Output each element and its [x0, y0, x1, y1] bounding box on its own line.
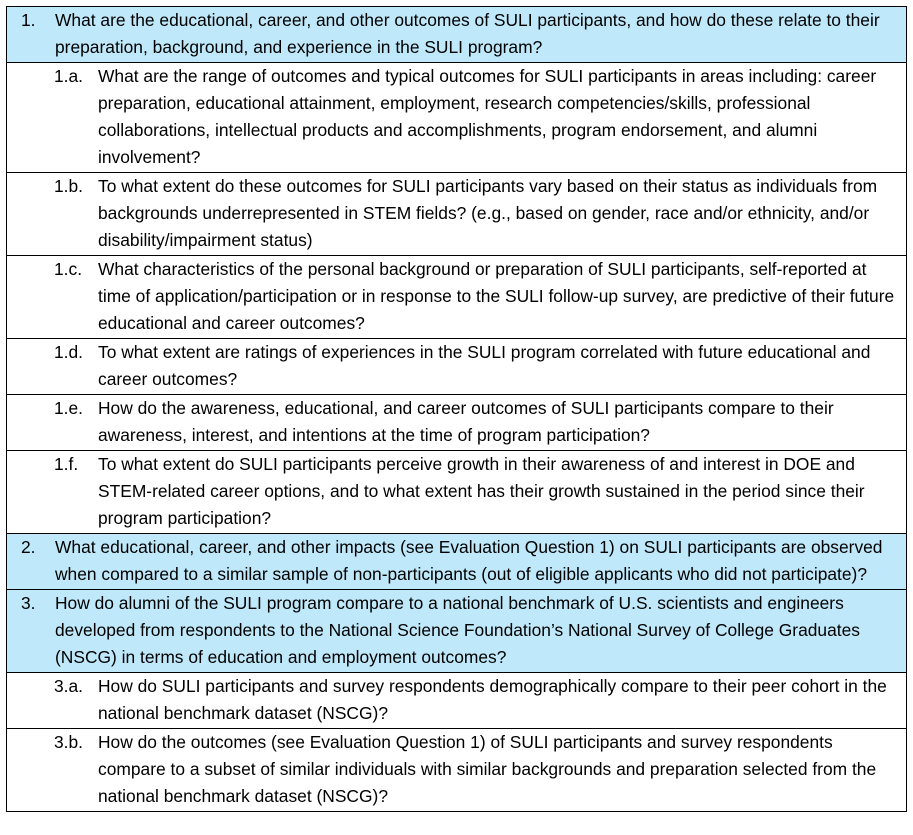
question-row-1b [7, 173, 907, 256]
question-text: To what extent are ratings of experiences in the SULI program correlated with future educational and career outcomes? [98, 342, 871, 389]
question-number: 3.a. [54, 676, 84, 696]
question-text: To what extent do SULI participants perceive growth in their awareness of and interest in DOE and STEM-related career options, and to what extent has their growth sustained in the period since their program participation? [98, 454, 865, 528]
question-text: What are the range of outcomes and typical outcomes for SULI participants in areas including: career preparation, educational attainment, employment, research competencies/skills, professional collaborations, intellectual products and accomplishments, program endorsement, and alumni involvement? [98, 66, 877, 167]
question-number: 1.a. [54, 66, 84, 86]
question-row-1c [7, 256, 907, 339]
question-text: How do SULI participants and survey respondents demographically compare to their peer cohort in the national benchmark dataset (NSCG)? [98, 676, 887, 723]
question-cell [7, 729, 907, 812]
question-number: 2. [21, 537, 36, 557]
question-cell [7, 7, 907, 63]
question-number: 1.d. [54, 342, 84, 362]
evaluation-questions-body [7, 7, 907, 812]
question-cell [7, 63, 907, 173]
question-text: What are the educational, career, and other outcomes of SULI participants, and how do these relate to their preparation, background, and experience in the SULI program? [55, 10, 880, 57]
question-number: 3. [21, 593, 36, 613]
question-cell [7, 451, 907, 534]
question-text: How do the awareness, educational, and career outcomes of SULI participants compare to their awareness, interest, and intentions at the time of program participation? [98, 398, 834, 445]
question-row-1a [7, 63, 907, 173]
question-row-3 [7, 590, 907, 673]
question-cell [7, 590, 907, 673]
question-number: 1. [21, 10, 36, 30]
question-row-1e [7, 395, 907, 451]
question-row-1 [7, 7, 907, 63]
question-row-2 [7, 534, 907, 590]
evaluation-questions-table [6, 6, 907, 812]
question-number: 1.c. [54, 259, 83, 279]
question-cell [7, 173, 907, 256]
question-cell [7, 256, 907, 339]
question-row-3b [7, 729, 907, 812]
question-number: 1.b. [54, 176, 84, 196]
question-cell [7, 673, 907, 729]
question-row-3a [7, 673, 907, 729]
question-text: How do the outcomes (see Evaluation Question 1) of SULI participants and survey respondents compare to a subset of similar individuals with similar backgrounds and preparation selected from the national benchmark dataset (NSCG)? [98, 732, 877, 806]
question-cell [7, 395, 907, 451]
question-row-1d [7, 339, 907, 395]
question-row-1f [7, 451, 907, 534]
question-number: 3.b. [54, 732, 84, 752]
question-cell [7, 534, 907, 590]
question-cell [7, 339, 907, 395]
question-text: To what extent do these outcomes for SULI participants vary based on their status as individuals from backgrounds underrepresented in STEM fields? (e.g., based on gender, race and/or ethnicity, and/or disability/impairment status) [98, 176, 878, 250]
question-text: How do alumni of the SULI program compare to a national benchmark of U.S. scientists and engineers developed from respondents to the National Science Foundation’s National Survey of College Graduates (NSCG) in terms of education and employment outcomes? [55, 593, 860, 667]
question-number: 1.f. [54, 454, 79, 474]
question-text: What educational, career, and other impacts (see Evaluation Question 1) on SULI participants are observed when compared to a similar sample of non-participants (out of eligible applicants who did not participate)? [55, 537, 883, 584]
question-text: What characteristics of the personal background or preparation of SULI participants, self-reported at time of application/participation or in response to the SULI follow-up survey, are predictive of their future educational and career outcomes? [98, 259, 895, 333]
question-number: 1.e. [54, 398, 84, 418]
